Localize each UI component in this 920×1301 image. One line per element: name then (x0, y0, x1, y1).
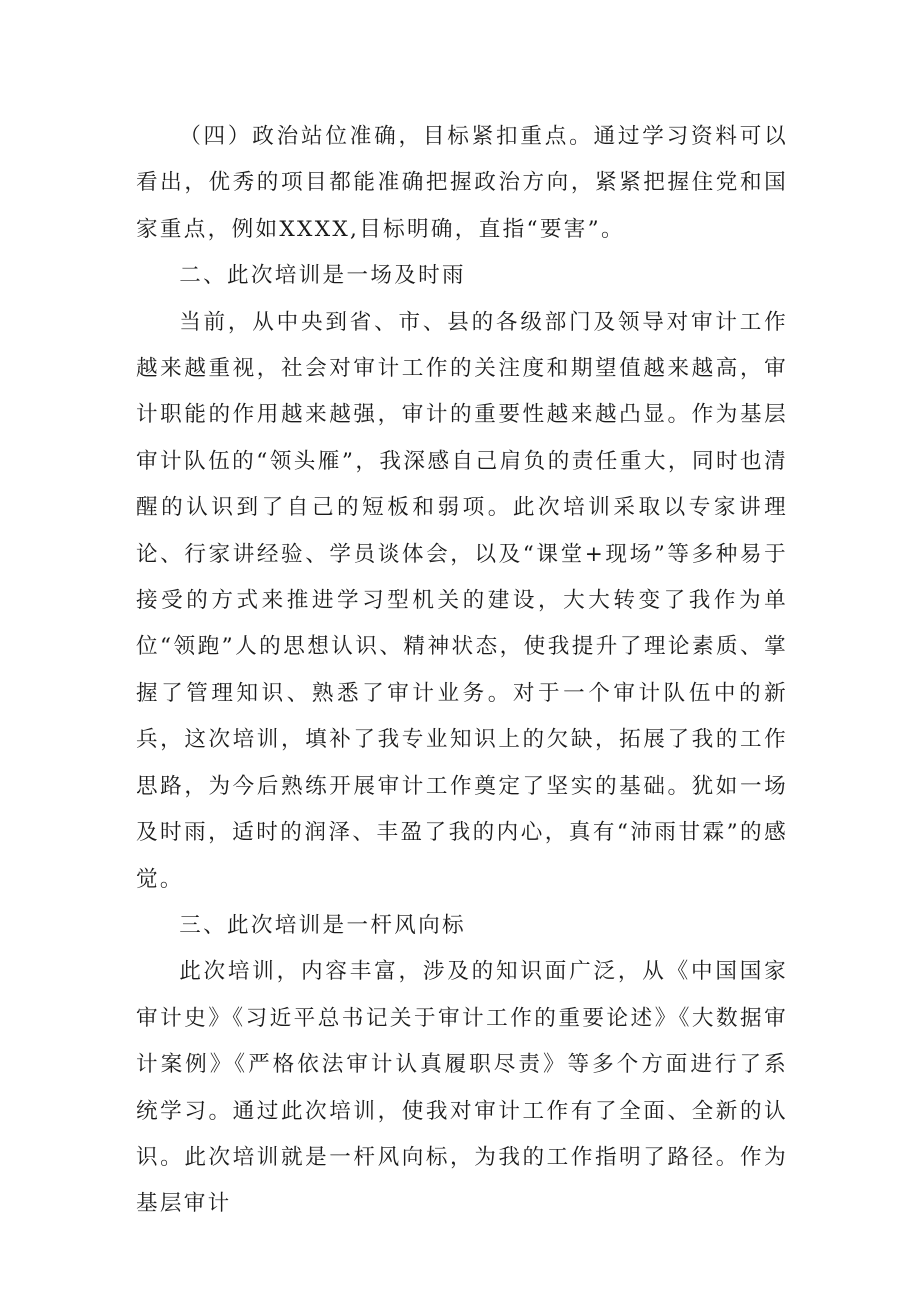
section-heading-weathervane: 三、此次培训是一杆风向标 (179, 912, 466, 938)
paragraph-weathervane: 此次培训，内容丰富，涉及的知识面广泛，从《中国国家审计史》《习近平总书记关于审计工作的重要论述》《大数据审计案例》《严格依法审计认真履职尽责》等多个方面进行了系统学习。通过此次培训，使我对审计工作有了全面、全新的认识。此次培训就是一杆风向标，为我的工作指明了路径。作为基层审计 (136, 959, 788, 1217)
document-body (136, 114, 788, 1228)
paragraph-political-stance: （四）政治站位准确，目标紧扣重点。通过学习资料可以看出，优秀的项目都能准确把握政治方向，紧紧把握住党和国家重点，例如XXXX,目标明确，直指“要害”。 (136, 124, 788, 242)
paragraph-timely-rain: 当前，从中央到省、市、县的各级部门及领导对审计工作越来越重视，社会对审计工作的关注度和期望值越来越高，审计职能的作用越来越强，审计的重要性越来越凸显。作为基层审计队伍的“领头雁”，我深感自己肩负的责任重大，同时也清醒的认识到了自己的短板和弱项。此次培训采取以专家讲理论、行家讲经验、学员谈体会，以及“课堂+现场”等多种易于接受的方式来推进学习型机关的建设，大大转变了我作为单位“领跑”人的思想认识、精神状态，使我提升了理论素质、掌握了管理知识、熟悉了审计业务。对于一个审计队伍中的新兵，这次培训，填补了我专业知识上的欠缺，拓展了我的工作思路，为今后熟练开展审计工作奠定了坚实的基础。犹如一场及时雨，适时的润泽、丰盈了我的内心，真有“沛雨甘霖”的感觉。 (136, 309, 788, 892)
section-heading-timely-rain: 二、此次培训是一场及时雨 (179, 263, 466, 289)
